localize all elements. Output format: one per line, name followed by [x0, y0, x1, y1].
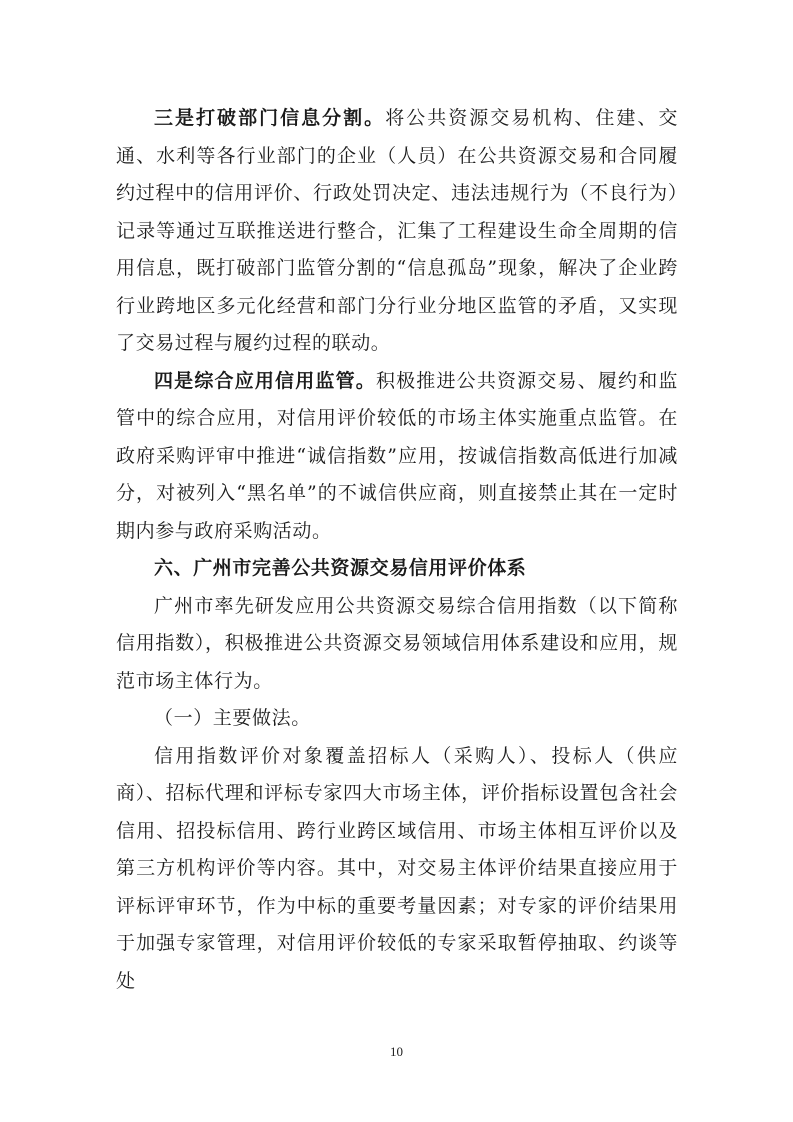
paragraph-lead: 三是打破部门信息分割。	[154, 107, 386, 129]
paragraph-break-info-silos	[116, 100, 678, 363]
section-heading: 六、广州市完善公共资源交易信用评价体系	[154, 557, 527, 579]
page-number: 10	[390, 1044, 403, 1059]
credit-index-paragraph: 信用指数评价对象覆盖招标人（采购人）、投标人（供应商）、招标代理和评标专家四大市场主体，评价指标设置包含社会信用、招投标信用、跨行业跨区域信用、市场主体相互评价以及第三方机构评价等内容。其中，对交易主体评价结果直接应用于评标评审环节，作为中标的重要考量因素；对专家的评价结果用于加强专家管理，对信用评价较低的专家采取暂停抽取、约谈等处	[116, 744, 678, 992]
paragraph-credit-supervision	[116, 363, 678, 551]
paragraph-text: 积极推进公共资源交易、履约和监管中的综合应用，对信用评价较低的市场主体实施重点监管。在政府采购评审中推进“诚信指数”应用，按诚信指数高低进行加减分，对被列入“黑名单”的不诚信供应商，则直接禁止其在一定时期内参与政府采购活动。	[116, 369, 678, 542]
paragraph-text: 将公共资源交易机构、住建、交通、水利等各行业部门的企业（人员）在公共资源交易和合同履约过程中的信用评价、行政处罚决定、违法违规行为（不良行为）记录等通过互联推送进行整合，汇集了工程建设生命全周期的信用信息，既打破部门监管分割的“信息孤岛”现象，解决了企业跨行业跨地区多元化经营和部门分行业分地区监管的矛盾，又实现了交易过程与履约过程的联动。	[116, 107, 678, 354]
document-body	[116, 100, 678, 1000]
section-intro-paragraph: 广州市率先研发应用公共资源交易综合信用指数（以下简称信用指数），积极推进公共资源交易领域信用体系建设和应用，规范市场主体行为。	[116, 594, 678, 692]
paragraph-lead: 四是综合应用信用监管。	[154, 369, 376, 392]
subsection-heading: （一）主要做法。	[154, 707, 311, 729]
